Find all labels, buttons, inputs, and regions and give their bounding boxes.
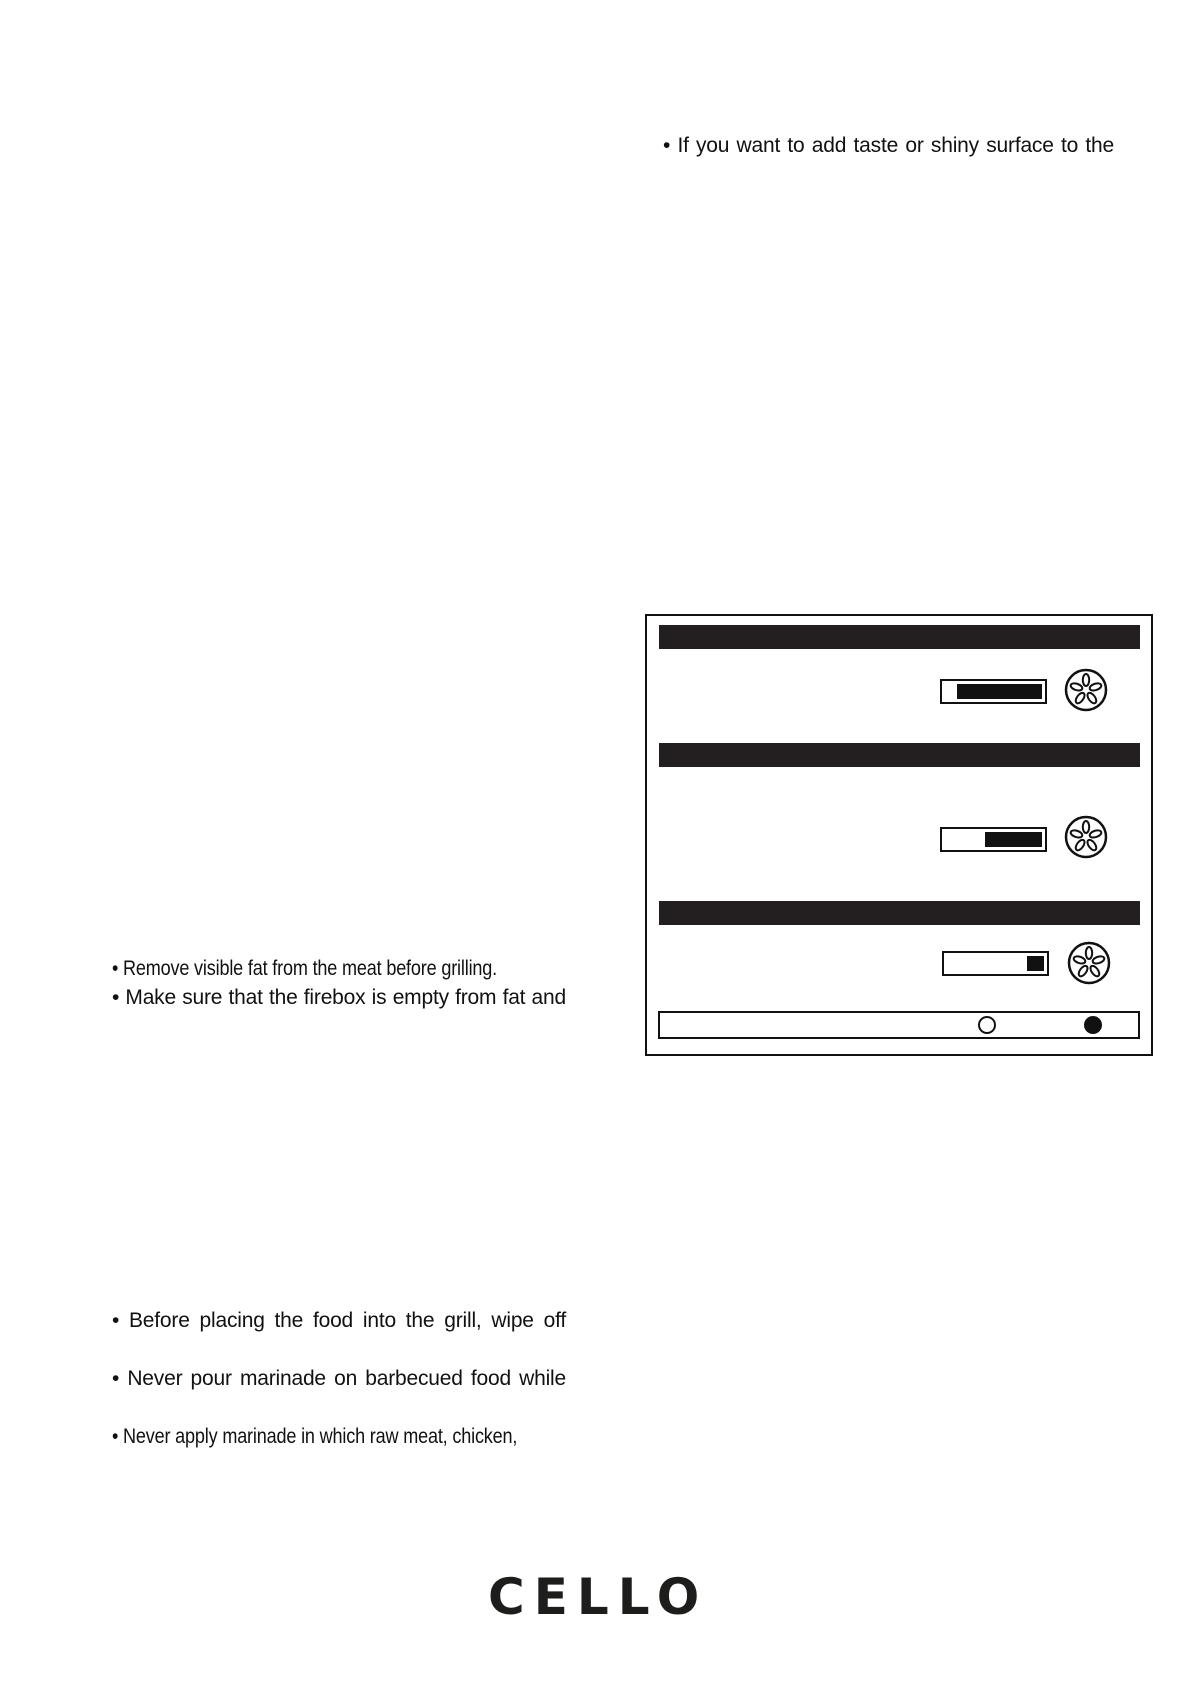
bullet-text-never-pour: • Never pour marinade on barbecued food while [112, 1367, 566, 1390]
grill-control-panel [645, 614, 1153, 1056]
level-gauge-3 [942, 951, 1049, 976]
level-gauge-2 [940, 827, 1047, 852]
fan-icon [1067, 941, 1111, 985]
toggle-row [658, 1011, 1140, 1039]
bullet-text-add-taste: • If you want to add taste or shiny surface to the [663, 134, 1114, 157]
fan-icon [1064, 668, 1108, 712]
radio-off-dot [978, 1016, 996, 1034]
cello-logo: CELLO [488, 1568, 709, 1626]
panel-header-bar-2 [659, 743, 1140, 767]
panel-header-bar-1 [659, 625, 1140, 649]
bullet-text-firebox: • Make sure that the firebox is empty from fat and [112, 986, 566, 1009]
fan-icon [1064, 815, 1108, 859]
radio-on-dot [1084, 1016, 1102, 1034]
panel-header-bar-3 [659, 901, 1140, 925]
gauge-fill-3 [1027, 956, 1044, 971]
bullet-text-never-apply: • Never apply marinade in which raw meat, chicken, [112, 1425, 518, 1448]
level-gauge-1 [940, 679, 1047, 704]
gauge-fill-1 [957, 684, 1043, 699]
gauge-fill-2 [985, 832, 1042, 847]
bullet-text-remove-fat: • Remove visible fat from the meat before grilling. [112, 957, 498, 980]
bullet-text-wipe-off: • Before placing the food into the grill, wipe off [112, 1309, 566, 1332]
